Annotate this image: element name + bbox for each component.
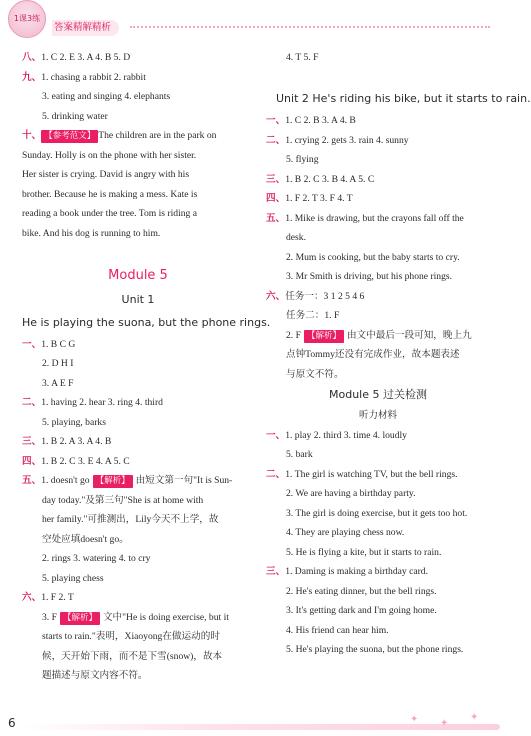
section-marker: 三、 (266, 566, 286, 577)
answer-line (266, 523, 490, 543)
answer-text: 1. crying 2. gets 3. rain 4. sunny (285, 134, 409, 146)
answer-line (22, 243, 254, 263)
answer-text: 3. The girl is doing exercise, but it gets too hot. (286, 507, 468, 519)
answer-line (266, 406, 490, 426)
section-marker: 一、 (22, 338, 42, 350)
answer-line (22, 510, 254, 530)
answer-line (266, 48, 490, 68)
answer-line (266, 131, 490, 151)
answer-line (22, 48, 254, 68)
answer-line (22, 647, 254, 667)
answer-line (22, 569, 254, 589)
answer-line (266, 543, 490, 563)
answer-line (22, 471, 254, 491)
answer-line (266, 87, 531, 111)
answer-line (266, 111, 490, 131)
answer-line (22, 588, 254, 608)
answer-line (22, 146, 254, 166)
answer-line (22, 354, 254, 374)
answer-text: 3. eating and singing 4. elephants (42, 91, 171, 102)
answer-text: Unit 1 (121, 292, 155, 306)
note-tag: 【解析】 (304, 330, 344, 343)
answer-text: 1. C 2. B 3. A 4. B (285, 115, 356, 126)
answer-line (266, 426, 490, 446)
answer-line (266, 484, 490, 504)
answer-line (266, 170, 490, 190)
answer-text: 1. B C G (41, 338, 76, 350)
answer-line (22, 374, 254, 394)
answer-text: 4. His friend can hear him. (286, 624, 389, 636)
answer-line (266, 228, 490, 248)
answer-line (266, 504, 490, 524)
answer-text: 2. rings 3. watering 4. to cry (42, 553, 151, 564)
answer-text: 2. D H I (42, 358, 74, 369)
answer-line (22, 335, 254, 355)
answer-line (22, 413, 254, 433)
section-marker: 三、 (22, 436, 42, 447)
answer-text: bike. And his dog is running to him. (22, 227, 161, 239)
header-dotted-rule (130, 26, 490, 34)
answer-text: brother. Because he is making a mess. Kate is (22, 188, 198, 200)
section-marker: 六、 (22, 592, 42, 603)
answer-text: 候，天开始下雨，而不是下雪(snow)，故本 (42, 650, 223, 662)
answer-line (22, 393, 254, 413)
answer-text: 1. B 2. C 3. B 4. A 5. C (285, 173, 375, 185)
answer-line (266, 326, 490, 346)
answer-line (22, 608, 254, 628)
answer-text: Unit 2 He's riding his bike, but it starts to rain. (276, 92, 531, 105)
answer-text: 1. The girl is watching TV, but the bell rings. (285, 468, 458, 480)
answer-text: 5. drinking water (42, 110, 108, 122)
answer-line (266, 365, 490, 385)
answer-text: 1. F 2. T 3. F 4. T (285, 193, 353, 204)
answer-text: 1. B 2. A 3. A 4. B (41, 436, 112, 447)
answer-line (266, 345, 490, 365)
answer-line (266, 582, 490, 602)
section-marker: 一、 (266, 115, 286, 126)
answer-text: 1. Daming is making a birthday card. (285, 566, 428, 577)
note-tag: 【解析】 (93, 475, 133, 488)
answer-line (22, 289, 254, 311)
answer-line (22, 165, 254, 185)
answer-line (266, 445, 490, 465)
section-marker: 二、 (266, 468, 286, 480)
star-icon: ✦ (410, 714, 419, 725)
answer-line (266, 248, 490, 268)
answer-text: 4. They are playing chess now. (286, 527, 405, 538)
answer-line (22, 666, 254, 686)
answer-line (22, 68, 254, 88)
answer-text: 1. B 2. C 3. E 4. A 5. C (41, 455, 130, 467)
answer-text: Module 5 (108, 267, 168, 283)
answer-text: 5. playing chess (42, 572, 104, 584)
star-icon: ✦ (470, 712, 479, 723)
section-marker: 一、 (266, 429, 286, 441)
section-marker: 二、 (22, 397, 42, 408)
answer-text: 3. It's getting dark and I'm going home. (286, 605, 437, 616)
answer-text-continued: 由短文第一句"It is Sun- (135, 475, 233, 486)
answer-line (266, 189, 490, 209)
answer-text: 2. Mum is cooking, but the baby starts to cry. (286, 251, 460, 263)
brand-logo (8, 0, 46, 38)
answer-line (22, 311, 271, 335)
section-marker: 八、 (22, 52, 42, 63)
brand-logo-text: 1课3练 (13, 14, 41, 23)
answer-text-continued: 由文中最后一段可知，晚上九 (346, 329, 472, 341)
footer-wave-decoration (20, 724, 500, 730)
answer-line (22, 224, 254, 244)
section-marker: 九、 (22, 71, 42, 83)
answer-line (266, 68, 490, 88)
section-label: 答案精解精析 (52, 20, 119, 36)
answer-text-continued: 文中"He is doing exercise, but it (102, 611, 229, 623)
answer-text: The children are in the park on (98, 130, 217, 141)
answer-text: 2. F (286, 329, 301, 341)
answer-text: 4. T 5. F (286, 52, 319, 63)
answer-line (266, 209, 490, 229)
section-marker: 五、 (266, 212, 286, 224)
answer-text: Her sister is crying. David is angry with his (22, 169, 190, 180)
answer-line (22, 87, 254, 107)
answer-line (22, 627, 254, 647)
answer-line (22, 263, 254, 289)
answer-line (22, 530, 254, 550)
answer-text: 题描述与原文内容不符。 (42, 670, 148, 681)
star-icon: ✦ (440, 718, 449, 729)
answer-line (22, 432, 254, 452)
answer-line (22, 126, 254, 146)
answer-text: 空处应填doesn't go。 (42, 533, 129, 545)
answer-line (22, 452, 254, 472)
answer-line (266, 465, 490, 485)
answer-text: 1. play 2. third 3. time 4. loudly (285, 429, 407, 441)
answer-text: 与原文不符。 (286, 368, 344, 380)
answer-text: 3. A E F (42, 377, 74, 389)
answer-line (22, 204, 254, 224)
answer-text: 2. He's eating dinner, but the bell rings. (286, 585, 437, 597)
answer-text: 5. He's playing the suona, but the phone rings. (286, 644, 464, 655)
answer-text: 2. We are having a birthday party. (286, 488, 416, 499)
answer-line (22, 549, 254, 569)
page-footer (0, 712, 500, 736)
section-marker: 四、 (22, 455, 42, 467)
section-marker: 三、 (266, 173, 286, 185)
answer-text: 1. F 2. T (41, 592, 74, 603)
answer-text: 1. chasing a rabbit 2. rabbit (41, 71, 146, 83)
answer-text: her family."可推测出，Lily今天不上学，故 (42, 514, 219, 525)
answer-text: Sunday. Holly is on the phone with her sister. (22, 149, 197, 161)
answer-text: 1. having 2. hear 3. ring 4. third (41, 397, 163, 408)
answer-text: 3. Mr Smith is driving, but his phone rings. (286, 271, 453, 282)
answer-text: 5. bark (286, 449, 313, 460)
answer-text: He is playing the suona, but the phone rings. (22, 315, 271, 329)
answer-text: 5. flying (286, 154, 319, 165)
answer-text: reading a book under the tree. Tom is riding a (22, 208, 197, 219)
note-tag: 【解析】 (60, 612, 100, 625)
answer-text: 5. He is flying a kite, but it starts to rain. (286, 546, 442, 558)
answer-text: day today."及第三句"She is at home with (42, 494, 204, 506)
answer-text: Module 5 过关检测 (329, 388, 427, 401)
page-header (0, 0, 500, 44)
answer-text: 听力材料 (358, 410, 397, 421)
answer-text: 1. doesn't go (41, 475, 90, 486)
answer-line (22, 491, 254, 511)
page-number: 6 (8, 716, 16, 730)
section-marker: 六、 (266, 290, 286, 302)
section-marker: 五、 (22, 475, 42, 486)
left-column (22, 48, 271, 686)
answer-line (22, 185, 254, 205)
note-tag: 【参考范文】 (41, 130, 98, 143)
answer-line (266, 640, 490, 660)
answer-line (266, 384, 490, 406)
answer-text: 任务一：3 1 2 5 4 6 (285, 290, 365, 302)
answer-text: 1. C 2. E 3. A 4. B 5. D (41, 52, 131, 63)
answer-line (266, 287, 490, 307)
answer-text: 任务二：1. F (286, 310, 340, 321)
answer-line (22, 107, 254, 127)
answer-line (266, 267, 490, 287)
section-marker: 十、 (22, 130, 42, 141)
answer-text: 1. Mike is drawing, but the crayons fall off the (285, 212, 464, 224)
answer-text: desk. (286, 232, 306, 243)
answer-line (266, 621, 490, 641)
answer-line (266, 150, 490, 170)
answer-text: 5. playing, barks (42, 416, 106, 428)
answer-line (266, 601, 490, 621)
answer-line (266, 306, 490, 326)
right-column (266, 48, 531, 660)
answer-line (266, 562, 490, 582)
answer-text: 点钟Tommy还没有完成作业，故本题表述 (286, 349, 460, 360)
section-marker: 二、 (266, 134, 286, 146)
answer-text: starts to rain."表明，Xiaoyong在做运动的时 (42, 631, 220, 642)
answer-text: 3. F (42, 611, 57, 623)
section-marker: 四、 (266, 193, 286, 204)
